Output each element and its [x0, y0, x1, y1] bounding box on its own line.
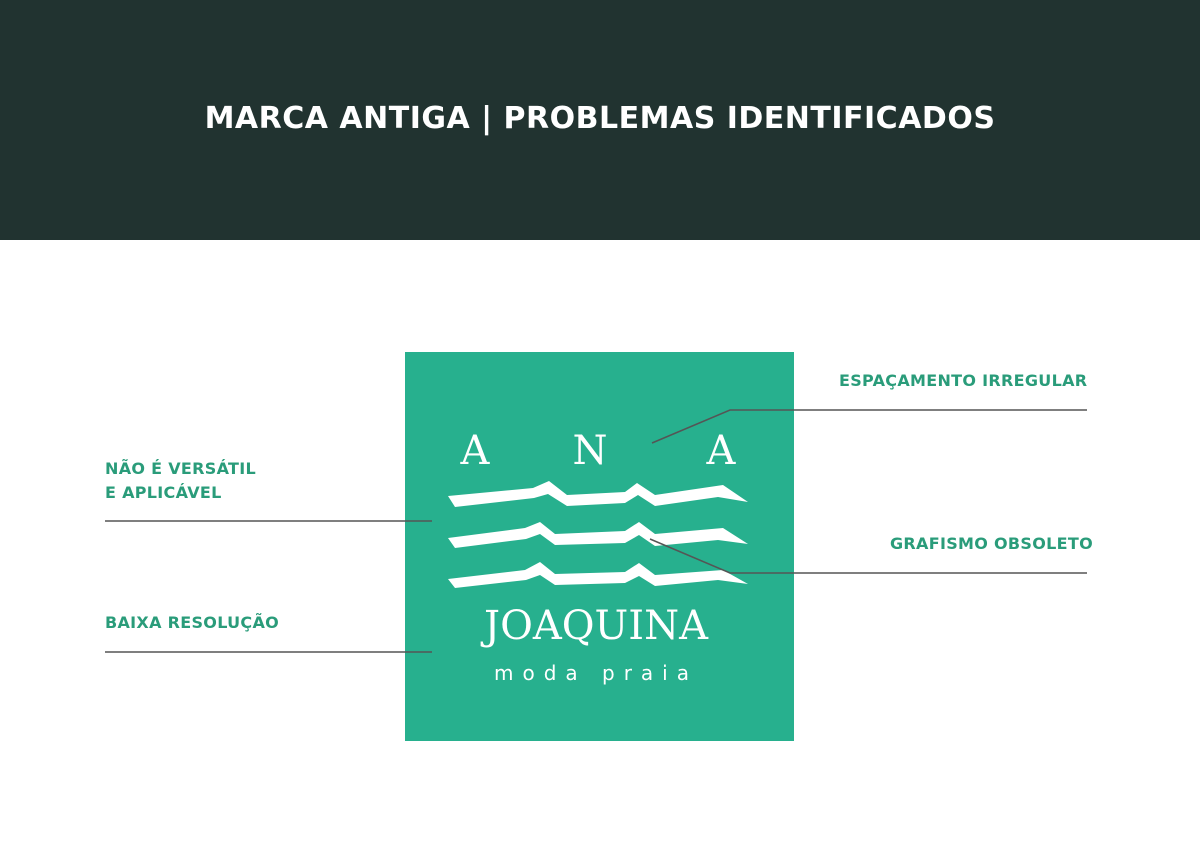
label-nao-versatil-line1: NÃO É VERSÁTIL: [105, 459, 257, 478]
page-title: MARCA ANTIGA | PROBLEMAS IDENTIFICADOS: [204, 101, 996, 136]
logo-letter-n: N: [572, 428, 608, 474]
label-espacamento-irregular: ESPAÇAMENTO IRREGULAR: [839, 371, 1088, 390]
logo-letter-a2: A: [706, 428, 736, 474]
label-nao-versatil-line2: E APLICÁVEL: [105, 483, 222, 502]
logo-tagline: moda praia: [493, 661, 699, 685]
label-baixa-resolucao: BAIXA RESOLUÇÃO: [105, 613, 280, 632]
label-grafismo-obsoleto: GRAFISMO OBSOLETO: [890, 534, 1093, 553]
logo-letter-a1: A: [460, 428, 490, 474]
connector-espacamento: [652, 410, 1087, 443]
connector-grafismo: [650, 539, 1087, 573]
logo-name: JOAQUINA: [484, 603, 708, 649]
